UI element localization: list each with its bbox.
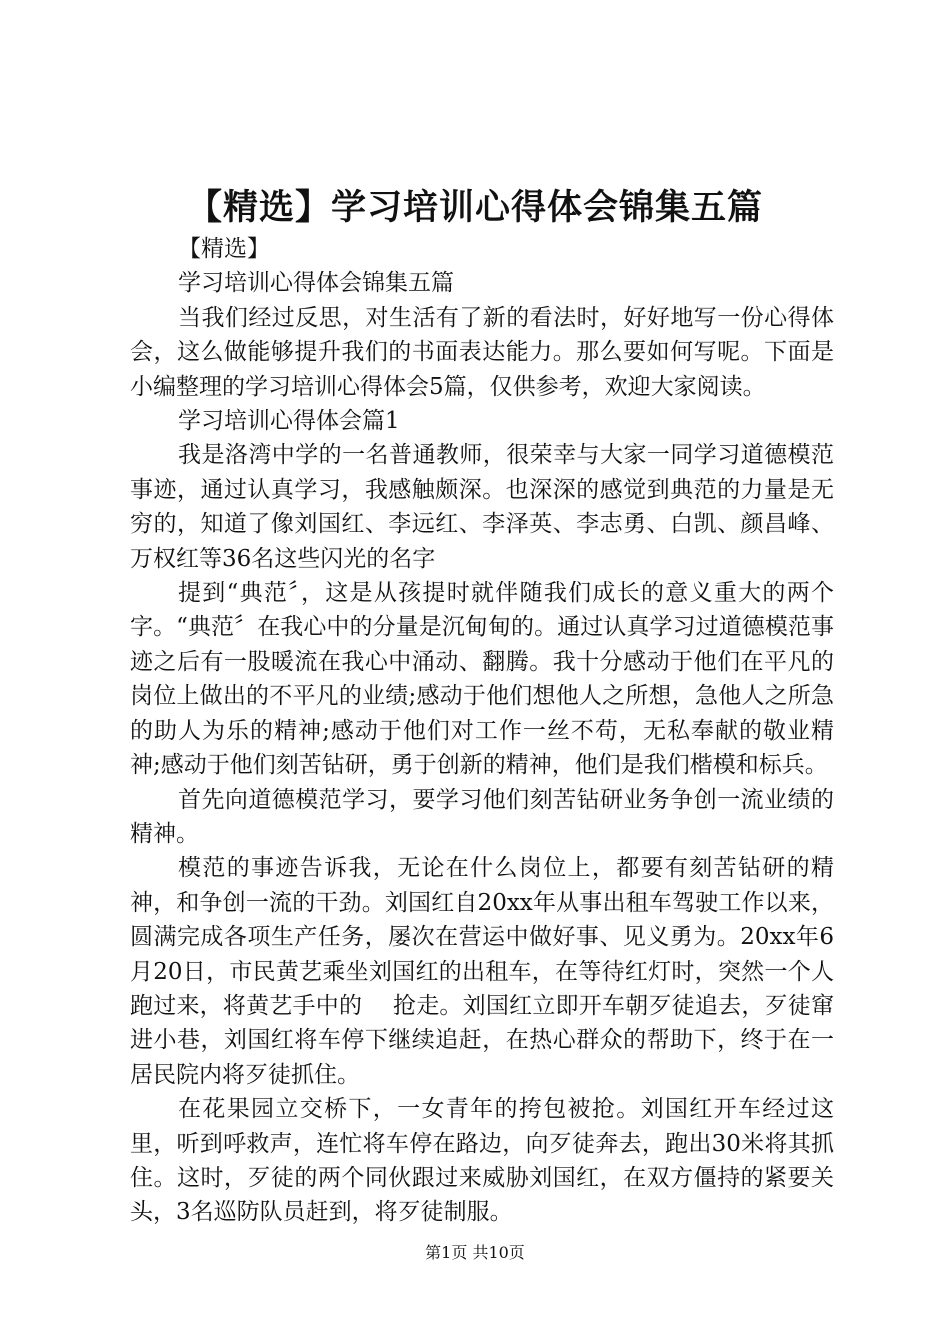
paragraph: 首先向道德模范学习，要学习他们刻苦钻研业务争创一流业绩的精神。 — [130, 786, 834, 847]
paragraph-tag: 【精选】 — [178, 236, 270, 262]
page-footer: 第1页 共10页 — [425, 1243, 525, 1262]
paragraph: 在花果园立交桥下，一女青年的挎包被抢。刘国红开车经过这里，听到呼救声，连忙将车停在路边，向歹徒奔去，跑出30米将其抓住。这时，歹徒的两个同伙跟过来威胁刘国红，在双方僵持的紧要关头，3名巡防队员赶到，将歹徒制服。 — [130, 1096, 834, 1226]
paragraph-intro: 当我们经过反思，对生活有了新的看法时，好好地写一份心得体会，这么做能够提升我们的书面表达能力。那么要如何写呢。下面是小编整理的学习培训心得体会5篇，仅供参考，欢迎大家阅读。 — [130, 304, 834, 400]
document-title: 【精选】学习培训心得体会锦集五篇 — [186, 187, 763, 228]
paragraph: 模范的事迹告诉我，无论在什么岗位上，都要有刻苦钻研的精神，和争创一流的干劲。刘国红自20xx年从事出租车驾驶工作以来，圆满完成各项生产任务，屡次在营运中做好事、见义勇为。20xx年6月20日，市民黄艺乘坐刘国红的出租车，在等待红灯时，突然一个人跑过来，将黄艺手中的 抢走。刘国红立即开车朝歹徒追去，歹徒窜进小巷，刘国红将车停下继续追赶，在热心群众的帮助下，终于在一居民院内将歹徒抓住。 — [130, 855, 834, 1088]
paragraph-subtitle: 学习培训心得体会锦集五篇 — [178, 270, 454, 297]
paragraph: 我是洛湾中学的一名普通教师，很荣幸与大家一同学习道德模范事迹，通过认真学习，我感触颇深。也深深的感觉到典范的力量是无穷的，知道了像刘国红、李远红、李泽英、李志勇、白凯、颜昌峰、万权红等36名这些闪光的名字 — [130, 442, 834, 572]
document-body — [130, 232, 834, 1230]
paragraph: 提到“典范〞，这是从孩提时就伴随我们成长的意义重大的两个字。“典范〞在我心中的分量是沉甸甸的。通过认真学习过道德模范事迹之后有一股暖流在我心中涌动、翻腾。我十分感动于他们在平凡的岗位上做出的不平凡的业绩;感动于他们想他人之所想，急他人之所急的助人为乐的精神;感动于他们对工作一丝不苟，无私奉献的敬业精神;感动于他们刻苦钻研，勇于创新的精神，他们是我们楷模和标兵。 — [130, 580, 834, 779]
section-heading-1: 学习培训心得体会篇1 — [178, 408, 400, 435]
